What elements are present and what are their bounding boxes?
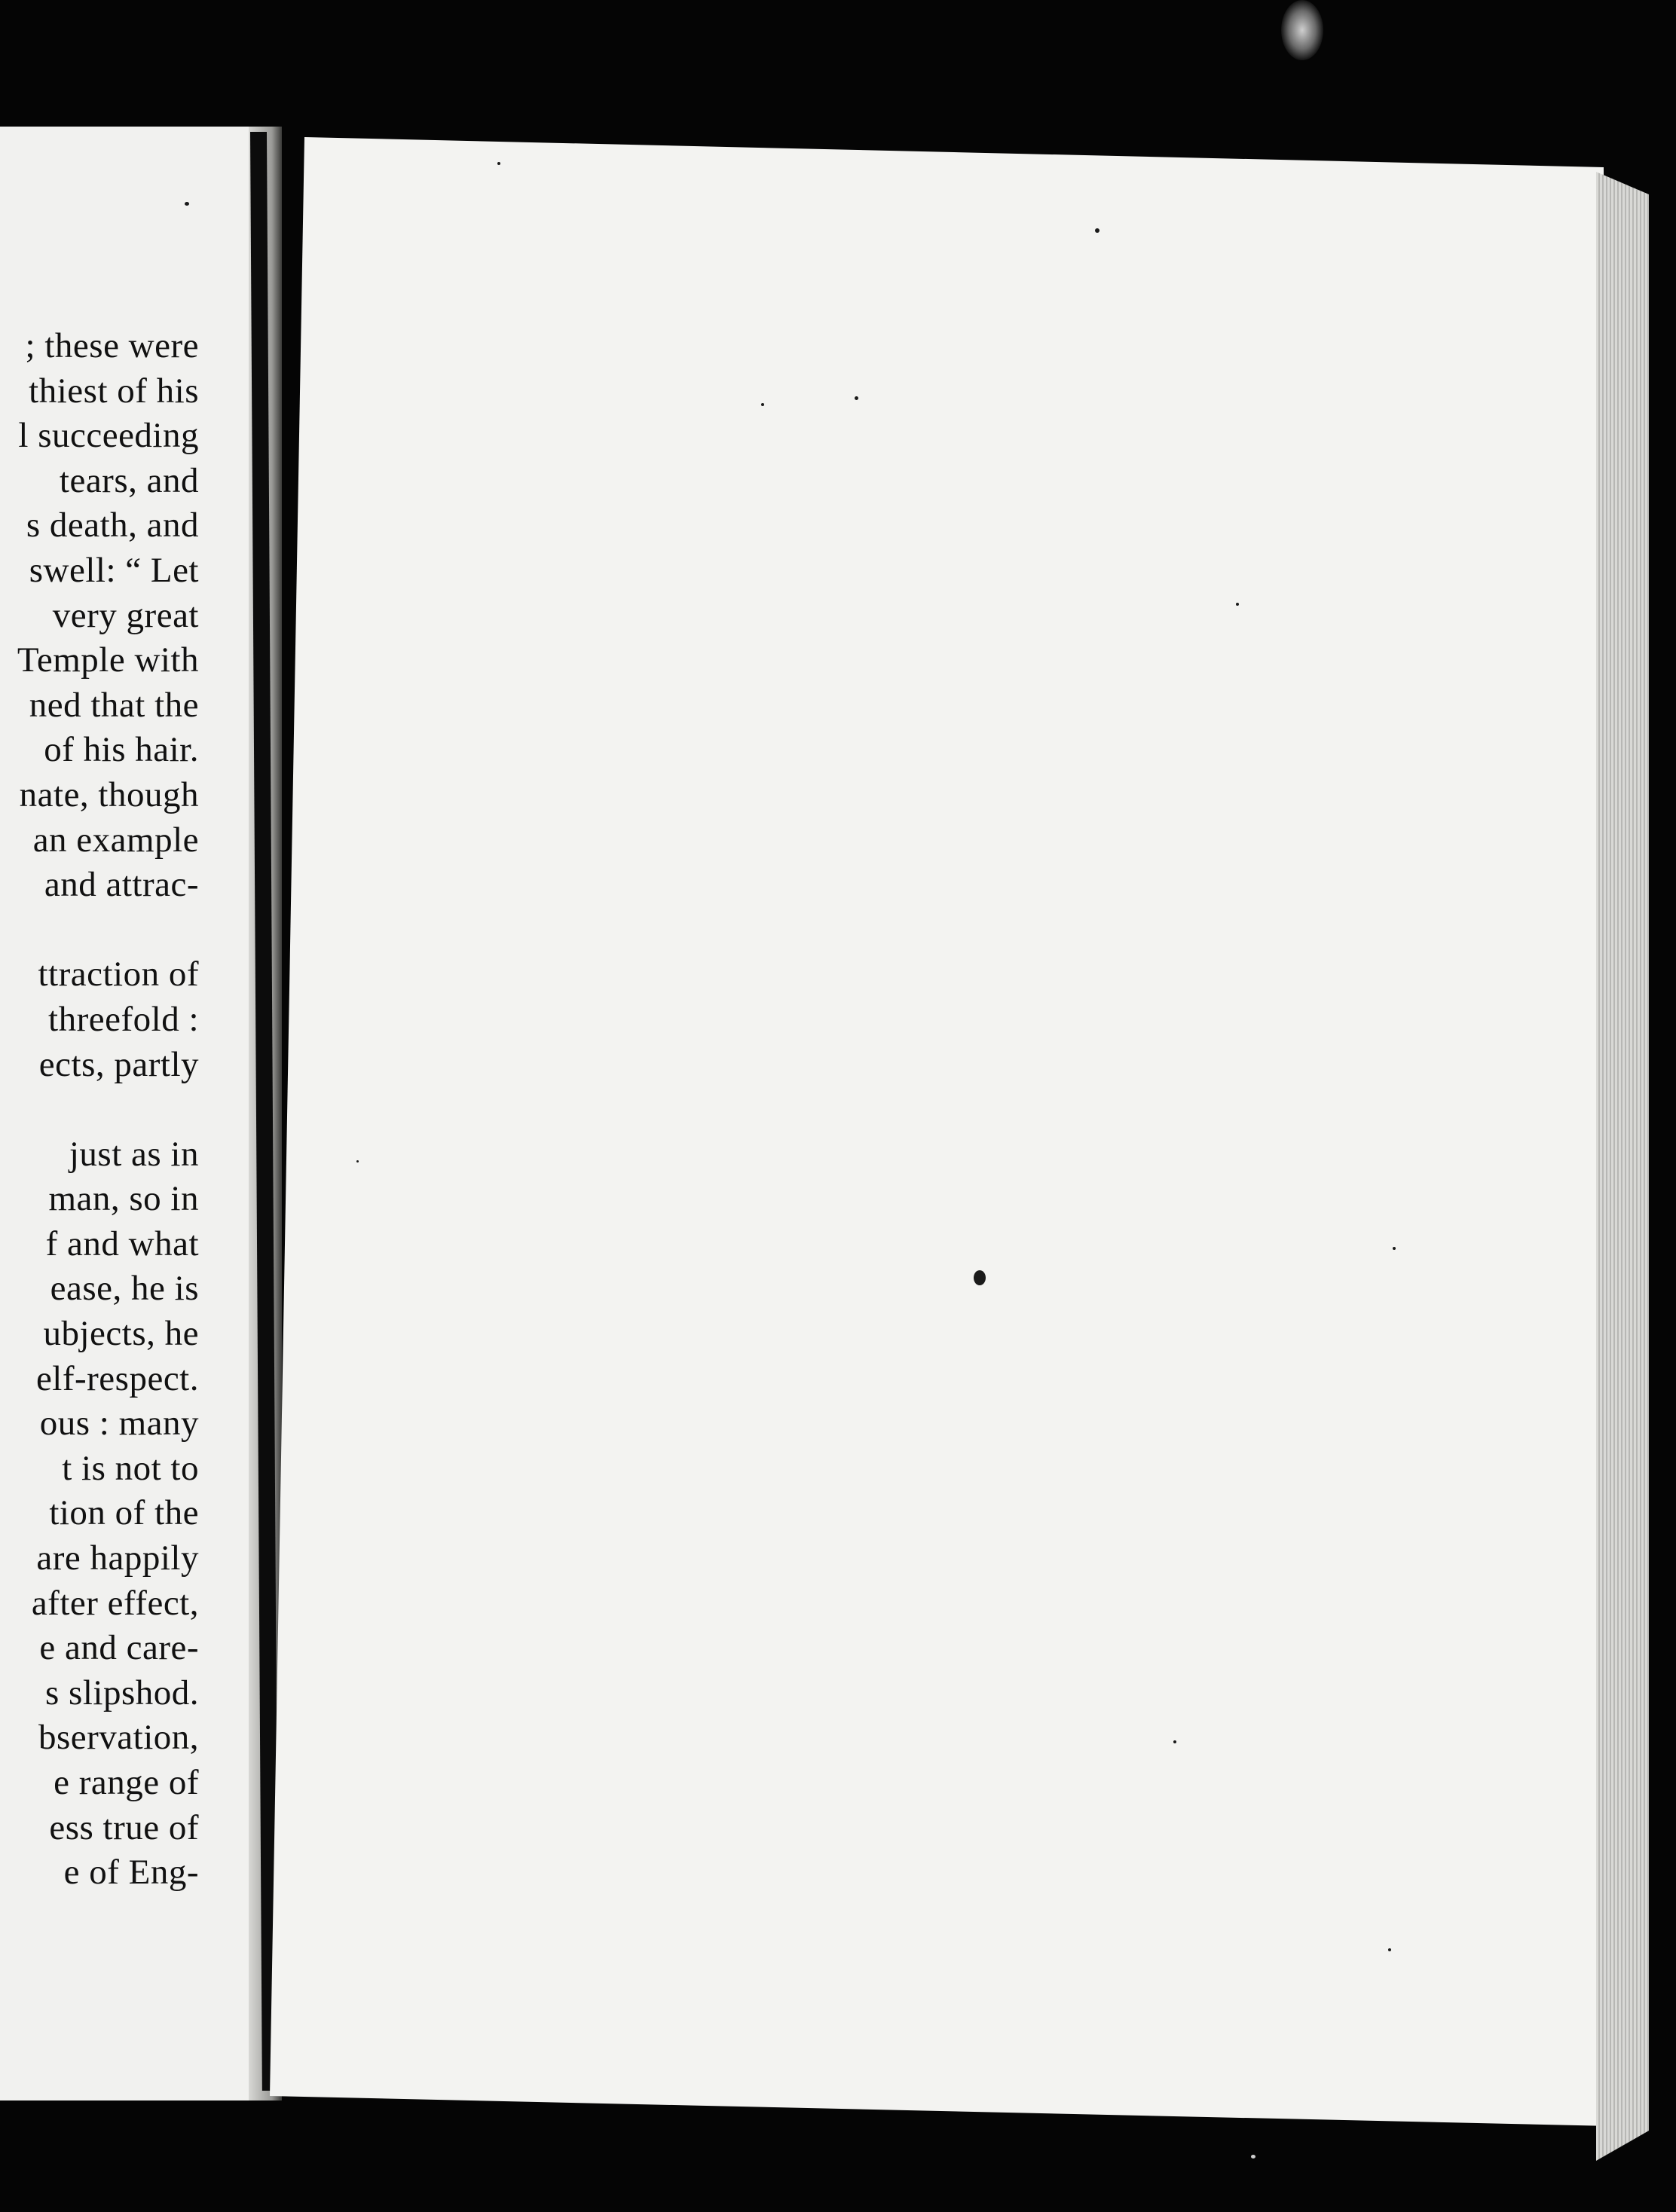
dust-speck [1388,1948,1391,1951]
text-line [0,1087,199,1132]
text-line: nate, though [19,775,199,814]
dust-speck [761,403,764,406]
text-line: ttraction of [38,955,199,994]
text-line: ned that the [29,685,199,725]
text-line: threefold : [48,999,199,1039]
left-page [0,127,280,2100]
text-line: of his hair. [44,730,199,770]
text-line: e of Eng- [63,1853,199,1893]
text-line: ease, he is [50,1269,199,1309]
dust-speck [1251,2155,1255,2159]
text-line: ubjects, he [43,1314,199,1354]
text-line: s slipshod. [45,1673,199,1712]
text-line: are happily [36,1538,199,1578]
text-line: f and what [45,1224,199,1263]
text-line: just as in [69,1134,199,1174]
text-line: thiest of his [29,371,199,411]
text-line: Temple with [17,640,199,680]
text-line: ects, partly [38,1044,199,1084]
text-line: s death, and [26,506,199,545]
text-line: e and care- [39,1628,199,1668]
dust-speck [1236,603,1239,606]
text-line: ; these were [25,326,199,365]
dust-speck [185,202,189,206]
dust-speck [1393,1247,1396,1250]
text-line [0,908,199,953]
dust-speck [1095,228,1099,233]
dust-speck [974,1270,986,1285]
text-line: tears, and [59,460,199,500]
dust-speck [497,162,500,165]
text-line: tion of the [49,1493,199,1533]
right-page-blank [270,137,1611,2126]
text-line: swell: “ Let [29,550,199,590]
text-line: an example [32,820,199,860]
page-edges [1596,172,1649,2161]
text-line: and attrac- [44,865,199,905]
text-line: very great [52,595,199,635]
dust-speck [356,1160,359,1163]
text-line: e range of [54,1763,199,1802]
left-page-text [0,324,199,1896]
text-line: elf-respect. [35,1358,199,1398]
dust-speck [1173,1740,1176,1743]
light-glare [1281,0,1323,60]
text-line: ess true of [49,1807,199,1847]
text-line: l succeeding [18,416,199,456]
text-line: t is not to [62,1448,199,1488]
text-line: man, so in [48,1179,199,1219]
text-line: bservation, [38,1718,199,1758]
dust-speck [855,396,858,400]
text-line: after effect, [31,1583,199,1623]
text-line: ous : many [39,1404,199,1444]
